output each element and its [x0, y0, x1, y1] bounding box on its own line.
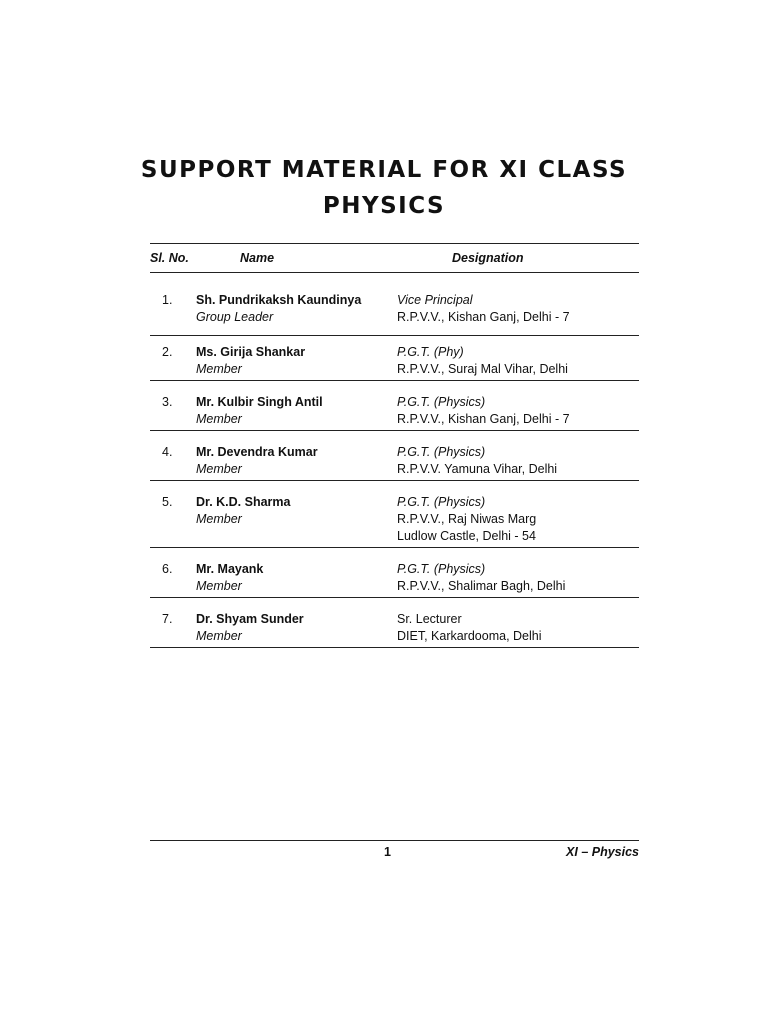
member-role: Member	[196, 462, 242, 476]
row-number: 4.	[162, 445, 173, 459]
table-header	[150, 244, 639, 272]
member-designation: P.G.T. (Physics)	[397, 562, 486, 576]
table-row	[150, 481, 639, 548]
member-designation: Vice Principal	[397, 293, 473, 307]
page-title	[0, 152, 768, 224]
member-name: Ms. Girija Shankar	[196, 345, 306, 359]
member-role: Member	[196, 362, 242, 376]
row-number: 5.	[162, 495, 173, 509]
footer-rule	[150, 840, 639, 841]
member-role: Member	[196, 579, 242, 593]
member-address: R.P.V.V., Raj Niwas Marg	[397, 512, 537, 526]
member-role: Member	[196, 512, 242, 526]
member-role: Member	[196, 412, 242, 426]
member-address: R.P.V.V., Suraj Mal Vihar, Delhi	[397, 362, 568, 376]
table-row	[150, 431, 639, 481]
table-row	[150, 273, 639, 336]
table-row	[150, 381, 639, 431]
header-name: Name	[240, 251, 275, 265]
member-address: R.P.V.V., Kishan Ganj, Delhi - 7	[397, 310, 570, 324]
member-name: Mr. Kulbir Singh Antil	[196, 395, 323, 409]
header-sl-no: Sl. No.	[150, 251, 189, 265]
row-number: 7.	[162, 612, 173, 626]
header-designation: Designation	[452, 251, 524, 265]
row-number: 1.	[162, 293, 173, 307]
member-address: R.P.V.V., Kishan Ganj, Delhi - 7	[397, 412, 570, 426]
footer-subject: XI – Physics	[566, 845, 639, 859]
member-designation: P.G.T. (Physics)	[397, 395, 486, 409]
member-address: R.P.V.V. Yamuna Vihar, Delhi	[397, 462, 558, 476]
member-name: Dr. K.D. Sharma	[196, 495, 291, 509]
page-number: 1	[384, 845, 391, 859]
member-role: Group Leader	[196, 310, 274, 324]
member-designation: Sr. Lecturer	[397, 612, 462, 626]
title-line-2: PHYSICS	[322, 193, 446, 219]
member-name: Mr. Mayank	[196, 562, 264, 576]
table-row	[150, 598, 639, 648]
member-name: Sh. Pundrikaksh Kaundinya	[196, 293, 362, 307]
member-designation: P.G.T. (Physics)	[397, 445, 486, 459]
member-designation: P.G.T. (Physics)	[397, 495, 486, 509]
row-number: 2.	[162, 345, 173, 359]
member-designation: P.G.T. (Phy)	[397, 345, 464, 359]
member-name: Dr. Shyam Sunder	[196, 612, 304, 626]
member-name: Mr. Devendra Kumar	[196, 445, 318, 459]
committee-table	[150, 243, 639, 648]
table-row	[150, 548, 639, 598]
member-address-line-2: Ludlow Castle, Delhi - 54	[397, 529, 536, 543]
title-line-1: SUPPORT MATERIAL FOR XI CLASS	[140, 157, 628, 183]
row-number: 3.	[162, 395, 173, 409]
member-address: DIET, Karkardooma, Delhi	[397, 629, 542, 643]
member-address: R.P.V.V., Shalimar Bagh, Delhi	[397, 579, 566, 593]
member-role: Member	[196, 629, 242, 643]
row-number: 6.	[162, 562, 173, 576]
table-row	[150, 336, 639, 381]
